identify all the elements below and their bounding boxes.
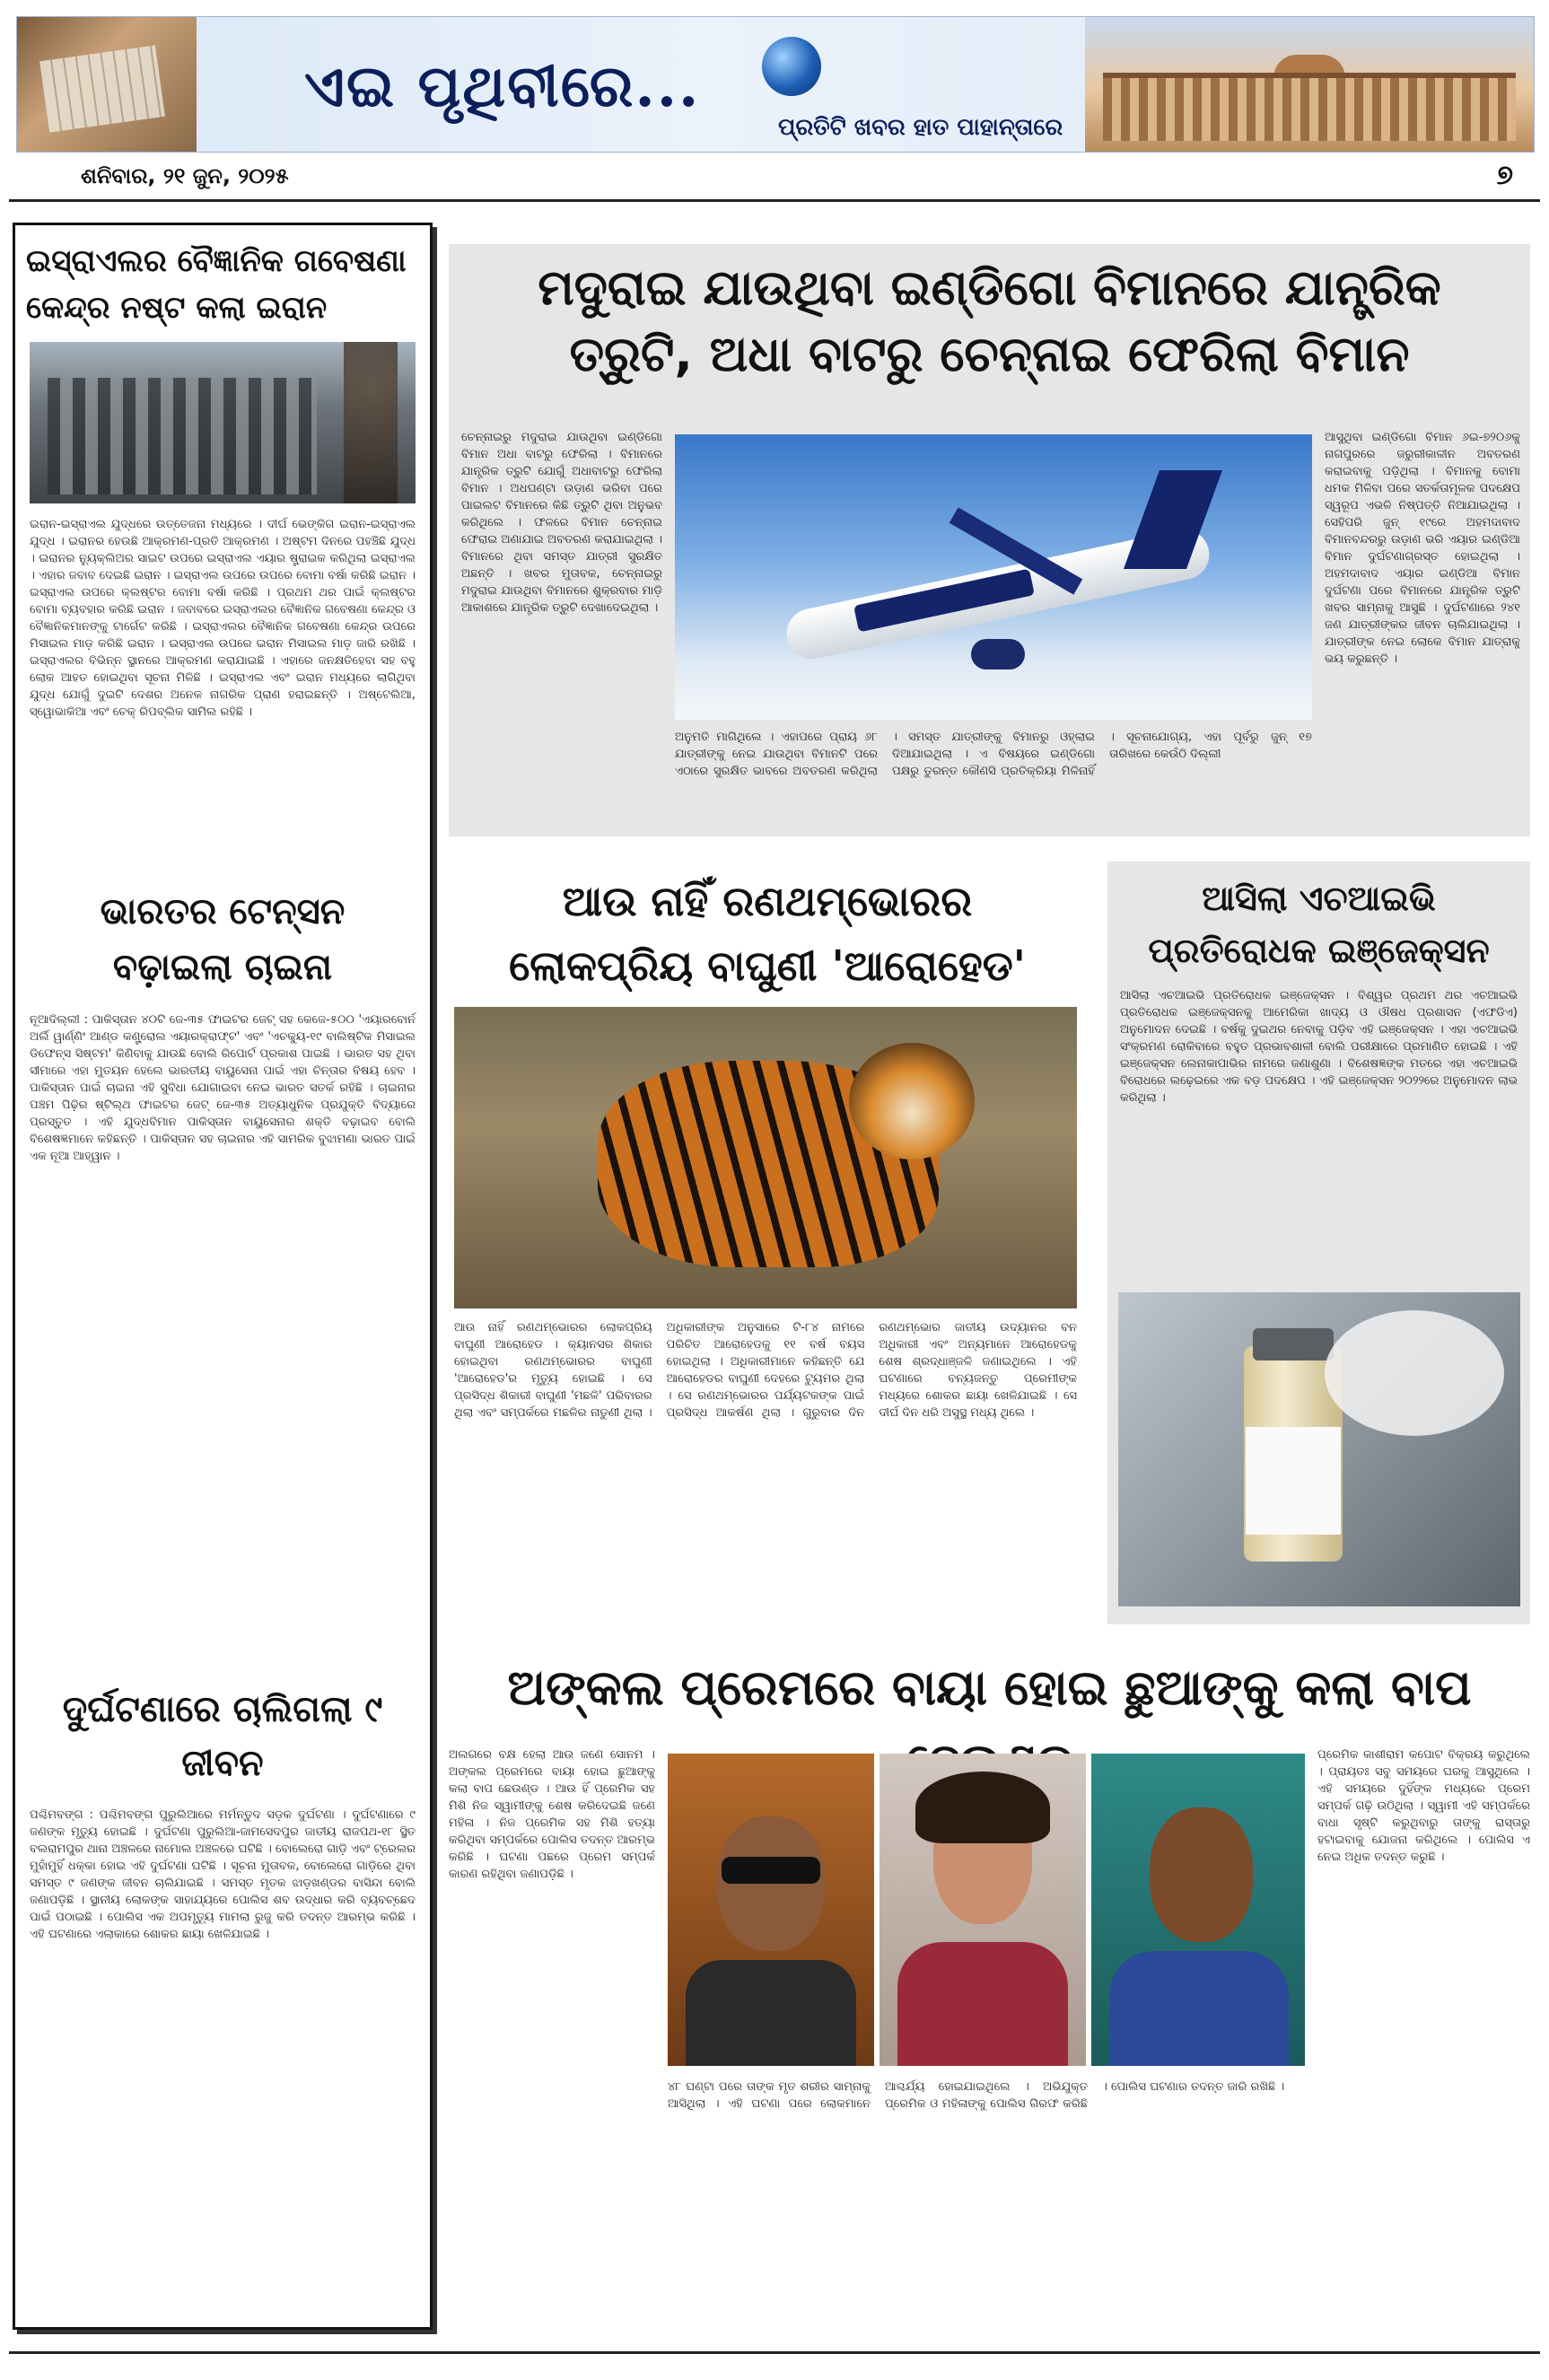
- research-centre-photo: [30, 342, 416, 503]
- masthead-left-image: [17, 17, 197, 152]
- globe-icon: [762, 37, 821, 96]
- tiger-story: [449, 862, 1086, 1633]
- story-headline: ଇସ୍ରାଏଲର ବୈଜ୍ଞାନିକ ଗବେଷଣା କେନ୍ଦ୍ର ନଷ୍ଟ କଲା ଇରାନ: [26, 243, 407, 326]
- bottom-story: [449, 1648, 1530, 2330]
- woman-photo: [880, 1754, 1086, 2066]
- masthead-subtitle: ପ୍ରତିଟି ଖବର ହାତ ପାହାନ୍ତାରେ: [778, 114, 1063, 141]
- story-headline: ଦୁର୍ଘଟଣାରେ ଚାଲିଗଲା ୯ ଜୀବନ: [62, 1689, 383, 1784]
- indigo-plane-photo: [675, 434, 1312, 720]
- lead-column-right: ଆସୁଥିବା ଇଣ୍ଡିଗୋ ବିମାନ ୬ଇ-୭୨୦୬କୁ ନାଗପୁରରେ ଜରୁରୀକାଳୀନ ଅବତରଣ କରାଇବାକୁ ପଡ଼ିଥିଲା । ବିମାନକୁ ବୋମା ଧମକ ମିଳିବା ପରେ ସତର୍କତାମୂଳକ ପଦକ୍ଷେପ ସ୍ୱରୂପ ଏଭଳି ନିଷ୍ପତ୍ତି ନିଆଯାଇଥିଲା । ସେହିପରି ଜୁନ୍ ୧୯ରେ ଅହମଦାବାଦ ବିମାନବନ୍ଦରରୁ ଉଡ଼ାଣ ଭରି ଏୟାର ଇଣ୍ଡିଆ ବିମାନ ଦୁର୍ଘଟଣାଗ୍ରସ୍ତ ହୋଇଥିଲା । ଅହମଦାବାଦ ଏୟାର ଇଣ୍ଡିଆ ବିମାନ ଦୁର୍ଘଟଣା ପରେ ବିମାନରେ ଯାନ୍ତ୍ରିକ ତ୍ରୁଟି ଖବର ସାମ୍ନାକୁ ଆସୁଛି । ଦୁର୍ଘଟଣାରେ ୨୪୧ ଜଣ ଯାତ୍ରୀଙ୍କର ଜୀବନ ଚାଲିଯାଇଥିଲା । ଯାତ୍ରୀଙ୍କ ନେଇ ଲୋକେ ବିମାନ ଯାତ୍ରାକୁ ଭୟ କରୁଛନ୍ତି ।: [1325, 431, 1520, 666]
- story-body: ପଶ୍ଚିମବଙ୍ଗ : ପଶ୍ଚିମବଙ୍ଗ ପୁରୁଲିଆରେ ମର୍ମନ୍ତୁଦ ସଡ଼କ ଦୁର୍ଘଟଣା । ଦୁର୍ଘଟଣାରେ ୯ ଜଣଙ୍କ ମୃତ୍ୟୁ ହୋଇଛି । ଦୁର୍ଘଟଣା ପୁରୁଲିଆ-ଜାମସେଦପୁର ଜାତୀୟ ରାଜପଥ-୧୮ ସ୍ଥିତ ବଲରାମପୁର ଥାନା ଅଞ୍ଚଳରେ ନାମୋଲ ଅଞ୍ଚଳରେ ଘଟିଛି । ବୋଲେରୋ ଗାଡ଼ି ଏବଂ ଟ୍ରେଲର ମୁହାଁମୁହିଁ ଧକ୍କା ହୋଇ ଏହି ଦୁର୍ଘଟଣା ଘଟିଛି । ସୂଚନା ମୁତାବକ, ବୋଲେରୋ ଗାଡ଼ିରେ ଥିବା ସମସ୍ତ ୯ ଜଣଙ୍କ ଜୀବନ ଚାଲିଯାଇଛି । ସମସ୍ତ ମୃତକ ଝାଡ଼ଖଣ୍ଡର ବାସିନ୍ଦା ବୋଲି ଜଣାପଡ଼ିଛି । ସ୍ଥାନୀୟ ଲୋକଙ୍କ ସାହାଯ୍ୟରେ ପୋଲିସ ଶବ ଉଦ୍ଧାର କରି ବ୍ୟବଚ୍ଛେଦ ପାଇଁ ପଠାଇଛି । ପୋଲିସ ଏକ ଅପମୃତ୍ୟୁ ମାମଲା ରୁଜୁ କରି ତଦନ୍ତ ଆରମ୍ଭ କରିଛି । ଏହି ଘଟଣାରେ ଏଲାକାରେ ଶୋକର ଛାୟା ଖେଳିଯାଇଛି ।: [30, 1808, 416, 1941]
- header-divider: [9, 199, 1540, 202]
- footer-rule: [9, 2351, 1540, 2354]
- hiv-headline: ଆସିଲା ଏଚଆଇଭି ପ୍ରତିରୋଧକ ଇଞ୍ଜେକ୍ସନ: [1148, 879, 1490, 970]
- hiv-body: ଆସିଲା ଏଚଆଇଭି ପ୍ରତିରୋଧକ ଇଞ୍ଜେକ୍ସନ । ବିଶ୍ୱର ପ୍ରଥମ ଥର ଏଚଆଇଭି ପ୍ରତିରୋଧକ ଇଞ୍ଜେକ୍ସନକୁ ଆମେରିକା ଖାଦ୍ୟ ଓ ଔଷଧ ପ୍ରଶାସନ (ଏଫଡିଏ) ଅନୁମୋଦନ ଦେଇଛି । ବର୍ଷକୁ ଦୁଇଥର ନେବାକୁ ପଡ଼ିବ ଏହି ଇଞ୍ଜେକ୍ସନ । ଏହା ଏଚଆଇଭି ସଂକ୍ରମଣ ରୋକିବାରେ ବହୁତ ପ୍ରଭାବଶାଳୀ ବୋଲି ପରୀକ୍ଷାରେ ପ୍ରମାଣିତ ହୋଇଛି । ଏହି ଇଞ୍ଜେକ୍ସନ ଲେନାକାପାଭିର ନାମରେ ଜଣାଶୁଣା । ବିଶେଷଜ୍ଞଙ୍କ ମତରେ ଏହା ଏଚଆଇଭି ବିରୋଧରେ ଲଢ଼େଇରେ ଏକ ବଡ଼ ପଦକ୍ଷେପ । ଏହି ଇଞ୍ଜେକ୍ସନ ୨୦୨୨ରେ ଅନୁମୋଦନ ଲାଭ କରିଥିଲା ।: [1120, 989, 1518, 1105]
- hiv-story: [1107, 862, 1530, 1624]
- story-headline: ଭାରତର ଟେନ୍‌ସନ ବଢ଼ାଇଲା ଚାଇନା: [100, 891, 346, 988]
- lead-column-left: ଚେନ୍ନାଇରୁ ମଦୁରାଇ ଯାଉଥିବା ଇଣ୍ଡିଗୋ ବିମାନ ଅଧା ବାଟରୁ ଫେରିଲା । ବିମାନରେ ଯାନ୍ତ୍ରିକ ତ୍ରୁଟି ଯୋଗୁଁ ଅଧାବାଟରୁ ଫେରିଲା ବିମାନ । ଅଧଘଣ୍ଟା ଉଡ଼ାଣ ଭରିବା ପରେ ପାଇଲଟ ବିମାନରେ କିଛି ତ୍ରୁଟି ଥିବା ଅନୁଭବ କରିଥିଲେ । ଫଳରେ ବିମାନ ଚେନ୍ନାଇ ଫେରାଇ ଅଣାଯାଇ ଅବତରଣ କରାଯାଇଥିଲା । ବିମାନରେ ଥିବା ସମସ୍ତ ଯାତ୍ରୀ ସୁରକ୍ଷିତ ଅଛନ୍ତି । ଖବର ମୁତାବକ, ଚେନ୍ନାଇରୁ ମଦୁରାଇ ଯାଉଥିବା ବିମାନରେ ଶୁକ୍ରବାର ମାଡ଼ି ଆକାଶରେ ଯାନ୍ତ୍ରିକ ତ୍ରୁଟି ଦେଖାଦେଇଥିଲା ।: [461, 431, 662, 615]
- tiger-headline: ଆଉ ନାହିଁ ରଣଥମ୍ଭୋରର ଲୋକପ୍ରିୟ ବାଘୁଣୀ 'ଆରୋହେଡ': [509, 877, 1026, 990]
- injection-vial-photo: [1118, 1292, 1520, 1606]
- masthead-parliament-image: [1085, 17, 1534, 152]
- masthead-title: ଏଇ ପୃଥିବୀରେ...: [304, 53, 701, 120]
- bottom-column-right: ପ୍ରେମିକ କାଶୀରାମ କପୋଟ ବିକ୍ରୟ କରୁଥିଲେ । ପ୍ରାୟତଃ ସବୁ ସମୟରେ ଘରକୁ ଆସୁଥିଲେ । ଏହି ସମୟରେ ଦୁହିଁଙ୍କ ମଧ୍ୟରେ ପ୍ରେମ ସମ୍ପର୍କ ଗଢ଼ି ଉଠିଥିଲା । ସ୍ୱାମୀ ଏହି ସମ୍ପର୍କରେ ବାଧା ସୃଷ୍ଟି କରୁଥିବାରୁ ତାଙ୍କୁ ରାସ୍ତାରୁ ହଟାଇବାକୁ ଯୋଜନା କରିଥିଲେ । ପୋଲିସ ଏ ନେଇ ଅଧିକ ତଦନ୍ତ କରୁଛି ।: [1317, 1748, 1530, 1864]
- masthead-banner: [16, 16, 1535, 153]
- bottom-headline: ଅଙ୍କଲ ପ୍ରେମରେ ବାୟା ହୋଇ ଛୁଆଙ୍କୁ କଲା ବାପ: [507, 1659, 1472, 1716]
- bottom-column-left: ଅଲଗରେ ବକ୍ଷ ହେଲା ଆଉ ଜଣେ ସୋନମ । ଅଙ୍କଲ ପ୍ରେମରେ ବାୟା ହୋଇ ଛୁଆଙ୍କୁ କଲା ବାପ ଛେଉଣ୍ଡ । ଆଉ ହିଁ ପ୍ରେମିକ ସହ ମିଶି ନିଜ ସ୍ୱାମୀଙ୍କୁ ଶେଷ କରିଦେଇଛି ଜଣେ ମହିଳା । ନିଜ ପ୍ରେମିକ ସହ ମିଶି ହତ୍ୟା କରିଥିବା ସମ୍ପର୍କରେ ପୋଲିସ ତଦନ୍ତ ଆରମ୍ଭ କରିଛି । ଘଟଣା ପଛରେ ପ୍ରେମ ସମ୍ପର୍କ କାରଣ ରହିଥିବା ଜଣାପଡ଼ିଛି ।: [449, 1748, 655, 1881]
- page-number: ୭: [1496, 160, 1513, 191]
- bottom-photos: [668, 1754, 1305, 2066]
- tiger-body: ଆଉ ନାହିଁ ରଣଥମ୍ଭୋରର ଲୋକପ୍ରିୟ ବାଘୁଣୀ ଆରୋହେଡ । କ୍ୟାନସର ଶିକାର ହୋଇଥିବା ରଣଥମ୍ଭୋରର ବାଘୁଣୀ 'ଆରୋହେଡ'ର ମୃତ୍ୟୁ ହୋଇଛି । ସେ ପ୍ରସିଦ୍ଧ ଶିକାରୀ ବାଘୁଣୀ 'ମଛଳି' ପରିବାରର ଥିଲା ଏବଂ ସମ୍ପର୍କରେ ମଛଳିର ନାତୁଣୀ ଥିଲା । ଅଧିକାରୀଙ୍କ ଅନୁସାରେ ଟି-୮୪ ନାମରେ ପରିଚିତ ଆରୋହେଡକୁ ୧୧ ବର୍ଷ ବୟସ ହୋଇଥିଲା । ଅଧିକାରୀମାନେ କହିଛନ୍ତି ଯେ ଆରୋହେଡର ବାଘୁଣୀ ଦେହରେ ଟ୍ୟୁମର ଥିଲା । ସେ ରଣଥମ୍ଭୋରର ପର୍ଯ୍ୟଟକଙ୍କ ପାଇଁ ପ୍ରସିଦ୍ଧ ଆକର୍ଷଣ ଥିଲା । ଗୁରୁବାର ଦିନ ରଣଥମ୍ଭୋର ଜାତୀୟ ଉଦ୍ୟାନର ବନ ଅଧିକାରୀ ଏବଂ ଅନ୍ୟମାନେ ଆରୋହେଡକୁ ଶେଷ ଶ୍ରଦ୍ଧାଞ୍ଜଳି ଜଣାଇଥିଲେ । ଏହି ଘଟଣାରେ ବନ୍ୟଜନ୍ତୁ ପ୍ରେମୀଙ୍କ ମଧ୍ୟରେ ଶୋକର ଛାୟା ଖେଳିଯାଇଛି । ସେ ଦୀର୍ଘ ଦିନ ଧରି ଅସୁସ୍ଥ ମଧ୍ୟ ଥିଲେ ।: [454, 1321, 1077, 1420]
- left-column: [13, 223, 433, 2330]
- man-photo: [668, 1754, 874, 2066]
- bottom-column-mid: ୪୮ ଘଣ୍ଟା ପରେ ତାଙ୍କ ମୃତ ଶରୀର ସାମ୍ନାକୁ ଆସିଥିଲା । ଏହି ଘଟଣା ପରେ ଲୋକମାନେ ଆଶ୍ଚର୍ଯ୍ୟ ହୋଇଯାଇଥିଲେ । ଅଭିଯୁକ୍ତ ପ୍ରେମିକ ଓ ମହିଳାଙ୍କୁ ପୋଲିସ ଗିରଫ କରିଛି । ପୋଲିସ ଘଟଣାର ତଦନ୍ତ ଜାରି ରଖିଛି ।: [668, 2080, 1285, 2111]
- lead-photo-caption-text: ଅନୁମତି ମାଗିଥିଲେ । ଏହାପରେ ପ୍ରାୟ ୬୮ ଯାତ୍ରୀଙ୍କୁ ନେଇ ଯାଉଥିବା ବିମାନଟି ପରେ ଏଠାରେ ସୁରକ୍ଷିତ ଭାବରେ ଅବତରଣ କରିଥିଲା । ସମସ୍ତ ଯାତ୍ରୀଙ୍କୁ ବିମାନରୁ ଓହ୍ଲାଇ ଦିଆଯାଇଥିଲା । ଏ ବିଷୟରେ ଇଣ୍ଡିଗୋ ପକ୍ଷରୁ ତୁରନ୍ତ କୌଣସି ପ୍ରତିକ୍ରିୟା ମିଳିନାହିଁ । ସୂଚନାଯୋଗ୍ୟ, ଏହା ପୂର୍ବରୁ ଜୁନ୍ ୧୭ ତାରିଖରେ କେଉଁଠି ଦିଲ୍ଲୀ: [675, 731, 1312, 778]
- lover-photo: [1091, 1754, 1305, 2066]
- tiger-photo: [454, 1007, 1077, 1308]
- dateline: ଶନିବାର, ୨୧ ଜୁନ, ୨୦୨୫: [81, 163, 289, 188]
- lead-story: [449, 244, 1530, 836]
- lead-headline: ମଦୁରାଇ ଯାଉଥିବା ଇଣ୍ଡିଗୋ ବିମାନରେ ଯାନ୍ତ୍ରିକ ତ୍ରୁଟି, ଅଧା ବାଟରୁ ଚେନ୍ନାଇ ଫେରିଲା ବିମାନ: [538, 259, 1441, 382]
- story-body: ନୂଆଦିଲ୍ଲୀ : ପାକିସ୍ତାନ ୪୦ଟି ଜେ-୩୫ ଫାଇଟର ଜେଟ୍ ସହ କେଜେ-୫୦୦ 'ଏୟାରବୋର୍ନ ଅର୍ଲି ୱାର୍ଣ୍ଣିଂ ଆଣ୍ଡ କଣ୍ଟ୍ରୋଲ ଏୟାରକ୍ରାଫ୍ଟ' ଏବଂ 'ଏଚକ୍ୟୁ-୧୯ ବାଲିଷ୍ଟିକ ମିସାଇଲ ଡିଫେନ୍ସ ସିଷ୍ଟମ' କିଣିବାକୁ ଯାଉଛି ବୋଲି ରିପୋର୍ଟ ପ୍ରକାଶ ପାଇଛି । ଭାରତ ସହ ଥିବା ସୀମାରେ ଏହା ମୁତୟନ ହେଲେ ଭାରତୀୟ ବାୟୁସେନା ପାଇଁ ଏହା ଚିନ୍ତାର ବିଷୟ ହେବ । ପାକିସ୍ତାନ ପାଇଁ ଚାଇନା ଏହି ସୁବିଧା ଯୋଗାଇବା ନେଇ ଭାରତ ସତର୍କ ରହିଛି । ଚାଇନାର ପଞ୍ଚମ ପିଢ଼ିର ଷ୍ଟିଲ୍‌ଥ ଫାଇଟର ଜେଟ୍ ଜେ-୩୫ ଅତ୍ୟାଧୁନିକ ପ୍ରଯୁକ୍ତି ବିଦ୍ୟାରେ ପ୍ରସ୍ତୁତ । ଏହି ଯୁଦ୍ଧବିମାନ ପାକିସ୍ତାନ ବାୟୁସେନାର ଶକ୍ତି ବଢ଼ାଇବ ବୋଲି ବିଶେଷଜ୍ଞମାନେ କହିଛନ୍ତି । ପାକିସ୍ତାନ ସହ ଚାଇନାର ଏହି ସାମରିକ ବୁଝାମଣା ଭାରତ ପାଇଁ ଏକ ନୂଆ ଆହ୍ୱାନ ।: [30, 1013, 416, 1163]
- story-body: ଇରାନ-ଇସ୍ରାଏଲ ଯୁଦ୍ଧରେ ଉତ୍ତେଜନା ମଧ୍ୟରେ । ଦୀର୍ଘ ଭେଙ୍କିଗ ଇରାନ-ଇସ୍ରାଏଲ ଯୁଦ୍ଧ । ଇରାନର ହେଉଛି ଆକ୍ରମଣ-ପ୍ରତି ଆକ୍ରମଣ । ଅଷ୍ଟମ ଦିନରେ ପହଞ୍ଚିଛି ଯୁଦ୍ଧ । ଇରାନର ନ୍ୟୁକ୍ଲିଅର ସାଇଟ ଉପରେ ଇସ୍ରାଏଲ ଏୟାର ଷ୍ଟ୍ରାଇକ କରିଥିଲା ଇସ୍ରାଏଲ । ଏହାର ଜବାବ ଦେଇଛି ଇରାନ । ଇସ୍ରାଏଲ ଉପରେ ଉପରେ ବୋମା ବର୍ଷା କରିଛି ଇରାନ । ଇସ୍ରାଏଲ ଉପରେ କ୍ଲଷ୍ଟର ବୋମା ବର୍ଷା କରିଛି । ପ୍ରଥମ ଥର ପାଇଁ କ୍ଲଷ୍ଟର ବୋମା ବ୍ୟବହାର କରିଛି ଇରାନ । ଜବାବରେ ଇସ୍ରାଏଲର ବୈଜ୍ଞାନିକ ଗବେଷଣା କେନ୍ଦ୍ର ଓ ବୈଜ୍ଞାନିକମାନଙ୍କୁ ଟାର୍ଗେଟ କରିଛି । ଇସ୍ରାଏଲର ବୈଜ୍ଞାନିକ ଗବେଷଣା କେନ୍ଦ୍ର ଉପରେ ମିସାଇଲ ମାଡ଼ କରିଛି ଇରାନ । ଇସ୍ରାଏଲ ଉପରେ ଇରାନ ମିସାଇଲ ମାଡ଼ ଜାରି ରଖିଛି । ଇସ୍ରାଏଲର ବିଭିନ୍ନ ସ୍ଥାନରେ ଆକ୍ରମଣ କରାଯାଇଛି । ଏହାରେ ଜନକ୍ଷତିହେବା ସହ ବହୁ ଲୋକ ଆହତ ହୋଇଥିବା ସୂଚନା ମିଳିଛି । ଇସ୍ରାଏଲ ଏବଂ ଇରାନ ମଧ୍ୟରେ ଲାଗିଥିବା ଯୁଦ୍ଧ ଯୋଗୁଁ ଦୁଇଟି ଦେଶର ଅନେକ ନାଗରିକ ପ୍ରାଣ ହରାଇଛନ୍ତି । ଅଷ୍ଟେଲିଆ, ସ୍ୱୋଭାକିଆ ଏବଂ ଚେକ୍ ରିପବ୍ଲିକ ସାମିଲ ରହିଛି ।: [30, 518, 416, 719]
